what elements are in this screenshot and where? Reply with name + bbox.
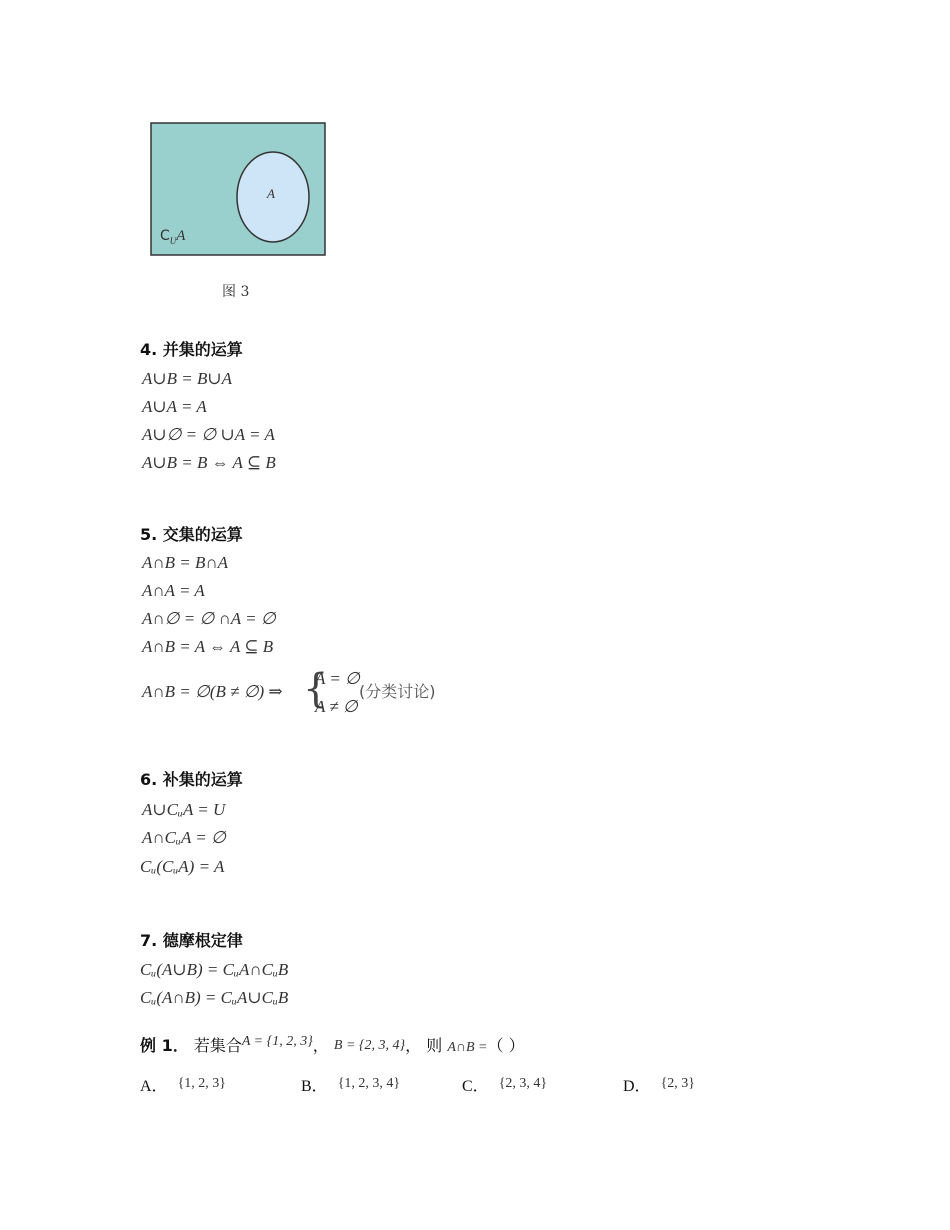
example-dot: ． [172,1036,189,1055]
option-a-value: {1, 2, 3} [177,1076,227,1091]
example-question [140,1033,525,1056]
option-b-value: {1, 2, 3, 4} [337,1076,401,1091]
example-target: A∩B = [447,1040,488,1055]
complement-tail: A [176,228,186,244]
example-set-b: B = {2, 3, 4} [333,1038,406,1053]
venn-figure [150,122,327,257]
option-d-letter: D． [623,1078,651,1095]
option-d[interactable] [623,1073,695,1096]
complement-line-2: A∩CᵤA = ∅ [142,828,226,847]
case-bottom: A ≠ ∅ [315,697,358,716]
section-6-heading: 6. 补集的运算 [140,770,243,789]
option-c-value: {2, 3, 4} [498,1076,548,1091]
option-d-value: {2, 3} [660,1076,696,1091]
option-b[interactable] [301,1073,400,1096]
section-4-heading: 4. 并集的运算 [140,340,243,359]
intersection-line-2: A∩A = A [142,581,205,600]
option-b-letter: B． [301,1078,328,1095]
demorgan-line-1: Cᵤ(A∪B) = CᵤA∩CᵤB [140,960,289,979]
case-brace: { [303,666,329,712]
example-sep-1: ， [312,1036,329,1055]
union-line-4: A∪B = B ⇔ A ⊆ B [142,453,276,472]
example-paren: （ ） [487,1036,525,1055]
union-line-1: A∪B = B∪A [142,369,232,388]
example-text-1: 若集合 [193,1036,242,1055]
intersection-line-3: A∩∅ = ∅ ∩A = ∅ [142,609,276,628]
example-sep-2: ， [405,1036,422,1055]
example-label: 例 1 [140,1036,173,1055]
case-top: A = ∅ [315,669,360,688]
option-a-letter: A． [140,1078,168,1095]
demorgan-line-2: Cᵤ(A∩B) = CᵤA∪CᵤB [140,988,289,1007]
figure-caption: 图 3 [222,284,250,300]
union-line-3: A∪∅ = ∅ ∪A = A [142,425,275,444]
case-lhs: A∩B = ∅(B ≠ ∅) ⇒ [142,682,283,701]
section-7-heading: 7. 德摩根定律 [140,931,243,950]
section-5-heading: 5. 交集的运算 [140,525,243,544]
intersection-line-4: A∩B = A ⇔ A ⊆ B [142,637,274,656]
option-a[interactable] [140,1073,226,1096]
example-set-a: A = {1, 2, 3} [241,1034,313,1049]
complement-sub: U [169,236,177,246]
set-a-label: A [267,186,275,201]
complement-c: C [160,228,170,244]
option-c-letter: C． [462,1078,489,1095]
case-note: (分类讨论) [359,682,436,701]
complement-line-1: A∪CᵤA = U [142,800,226,819]
union-line-2: A∪A = A [142,397,207,416]
option-c[interactable] [462,1073,547,1096]
intersection-line-1: A∩B = B∩A [142,553,229,572]
complement-line-3: Cᵤ(CᵤA) = A [140,857,225,876]
example-text-2: 则 [426,1036,443,1055]
complement-label [160,228,185,246]
